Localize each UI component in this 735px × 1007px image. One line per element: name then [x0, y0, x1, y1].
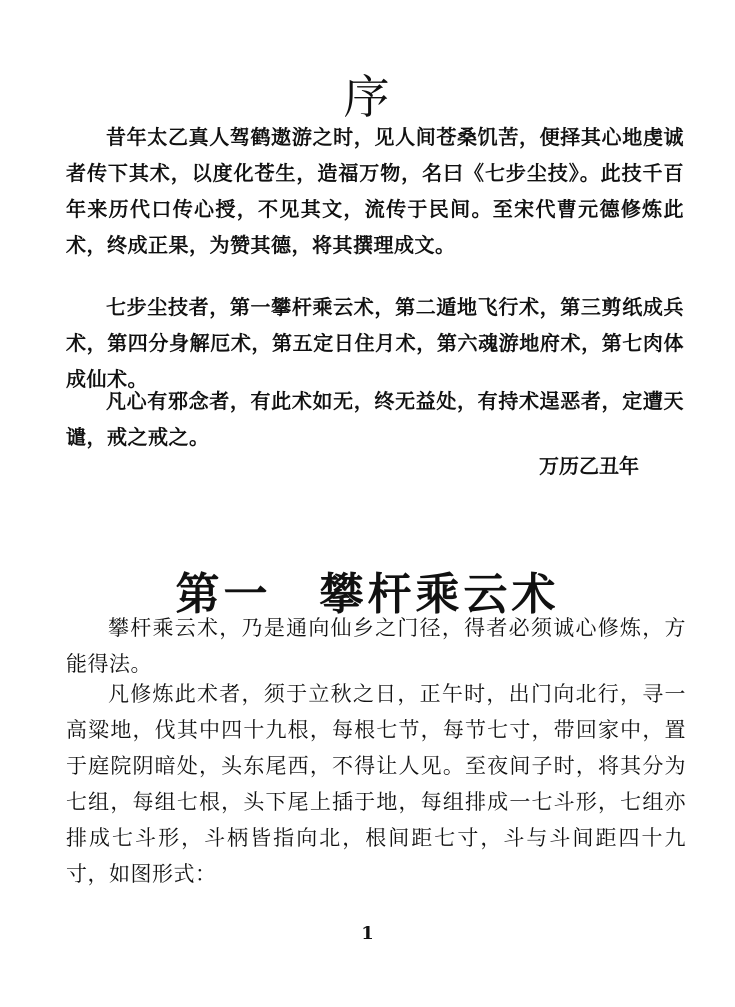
preface-paragraph: 昔年太乙真人驾鹤遨游之时，见人间苍桑饥苦，便择其心地虔诚者传下其术，以度化苍生，造福万物，名曰《七步尘技》。此技千百年来历代口传心授，不见其文，流传于民间。至宋代曹元德修炼此术，终成正果，为赞其德，将其撰理成文。 [66, 125, 684, 257]
preface-paragraph: 七步尘技者，第一攀杆乘云术，第二遁地飞行术，第三剪纸成兵术，第四分身解厄术，第五定日住月术，第六魂游地府术，第七肉体成仙术。 [66, 295, 684, 391]
chapter-name: 攀杆乘云术 [319, 568, 560, 620]
page-number: 1 [361, 923, 374, 944]
preface-signoff-date: 万历乙丑年 [539, 454, 639, 478]
preface-title: 序 [343, 69, 392, 124]
preface-paragraph: 凡心有邪念者，有此术如无，终无益处，有持术逞恶者，定遭天谴，戒之戒之。 [66, 389, 684, 449]
chapter-paragraph: 攀杆乘云术，乃是通向仙乡之门径，得者必须诚心修炼，方能得法。 [66, 616, 686, 676]
chapter-number: 第一 [175, 568, 272, 620]
chapter-paragraph: 凡修炼此术者，须于立秋之日，正午时，出门向北行，寻一高粱地，伐其中四十九根，每根七节，每节七寸，带回家中，置于庭院阴暗处，头东尾西，不得让人见。至夜间子时，将其分为七组，每组七根，头下尾上插于地，每组排成一七斗形，七组亦排成七斗形，斗柄皆指向北，根间距七寸，斗与斗间距四十九寸，如图形式： [66, 682, 686, 886]
